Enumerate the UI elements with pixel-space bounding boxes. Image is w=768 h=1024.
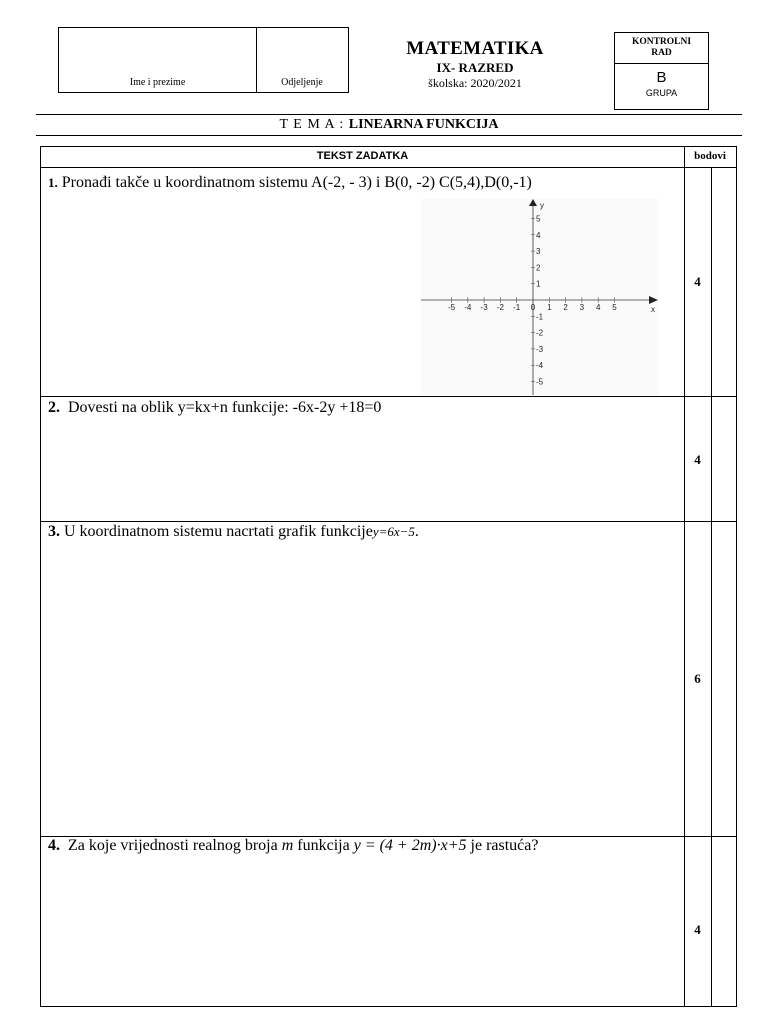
group-label: GRUPA xyxy=(645,88,678,98)
x-tick-label: 0 xyxy=(530,303,536,312)
y-tick-label: -2 xyxy=(536,328,544,338)
task-1-text: Pronađi takče u koordinatnom sistemu A(-2, - 3) i B(0, -2) C(5,4),D(0,-1) xyxy=(61,174,532,191)
x-tick-label: 5 xyxy=(612,303,617,312)
task-column-header: TEKST ZADATKA xyxy=(316,150,409,162)
task-3-text: U koordinatnom sistemu nacrtati grafik funkcije xyxy=(64,523,373,540)
group-divider xyxy=(615,63,708,64)
y-tick-label: 3 xyxy=(536,247,541,257)
subject-title: MATEMATIKA xyxy=(406,38,544,59)
coordinate-system xyxy=(421,199,658,395)
x-tick-label: -3 xyxy=(480,303,488,312)
task-4-text-c: je rastuća? xyxy=(466,837,539,854)
task-4-number: 4. xyxy=(48,837,60,854)
test-group-box xyxy=(614,32,709,110)
x-tick-label: -5 xyxy=(447,303,456,312)
theme-prefix: T E M A : xyxy=(279,117,349,132)
x-tick-label: -4 xyxy=(464,303,472,312)
x-tick-label: 3 xyxy=(579,303,585,312)
y-tick-label: -5 xyxy=(536,377,544,387)
class-label: Odjeljenje xyxy=(281,77,323,88)
task-3-number: 3. xyxy=(48,523,60,540)
group-letter: B xyxy=(656,69,667,86)
theme-title: LINEARNA FUNKCIJA xyxy=(348,117,499,132)
test-type-line2: RAD xyxy=(651,48,672,58)
points-column-header: bodovi xyxy=(694,150,726,162)
score-column-divider xyxy=(711,167,712,1006)
y-tick-label: 4 xyxy=(536,230,541,240)
name-label: Ime i prezime xyxy=(129,77,186,88)
school-year: školska: 2020/2021 xyxy=(428,76,522,90)
y-axis-arrow xyxy=(529,199,537,206)
x-tick-label: -2 xyxy=(496,303,504,312)
task-1-points: 4 xyxy=(694,274,701,289)
task-4-text-b: funkcija xyxy=(293,837,354,854)
theme-bottom-rule xyxy=(36,135,742,136)
task-4-formula: y = (4 + 2m)·x+5 xyxy=(353,837,467,854)
task-3-points: 6 xyxy=(694,671,701,686)
x-axis-label: x xyxy=(651,305,655,314)
task-2-points: 4 xyxy=(694,452,701,467)
task-2-number: 2. xyxy=(48,399,60,416)
task-1 xyxy=(48,174,532,192)
task-4-var: m xyxy=(281,837,294,854)
y-tick-label: 2 xyxy=(536,263,541,273)
x-tick-label: 4 xyxy=(595,303,601,312)
header-row-divider xyxy=(41,167,736,168)
task-3-end: . xyxy=(414,523,419,540)
theme-line xyxy=(36,117,742,133)
theme-top-rule xyxy=(36,114,742,115)
name-class-box xyxy=(58,27,349,93)
task-1-number: 1. xyxy=(48,175,58,190)
x-axis-arrow xyxy=(649,296,658,304)
task-3 xyxy=(48,523,419,541)
task-2 xyxy=(48,399,381,417)
grade-label: IX- RAZRED xyxy=(436,60,514,75)
task-4-text-a: Za koje vrijednosti realnog broja xyxy=(68,837,282,854)
x-tick-label: 2 xyxy=(563,303,568,312)
task-4 xyxy=(48,837,538,855)
test-type-line1: KONTROLNI xyxy=(631,37,692,47)
y-tick-label: -4 xyxy=(536,361,544,371)
x-tick-label: -1 xyxy=(513,303,521,312)
x-tick-label: 1 xyxy=(547,303,552,312)
task-3-formula: y=6x−5 xyxy=(372,524,415,539)
y-tick-label: 1 xyxy=(536,279,541,289)
row-divider-1 xyxy=(41,396,736,397)
y-tick-label: -3 xyxy=(536,344,544,354)
y-tick-label: -1 xyxy=(536,312,544,322)
task-4-points: 4 xyxy=(694,922,701,937)
task-2-text: Dovesti na oblik y=kx+n funkcije: -6x-2y +18=0 xyxy=(68,399,382,416)
row-divider-2 xyxy=(41,521,736,522)
test-type-label xyxy=(615,37,708,59)
y-axis-label: y xyxy=(540,201,544,210)
y-tick-label: 5 xyxy=(536,214,541,224)
task-table xyxy=(40,146,737,1007)
